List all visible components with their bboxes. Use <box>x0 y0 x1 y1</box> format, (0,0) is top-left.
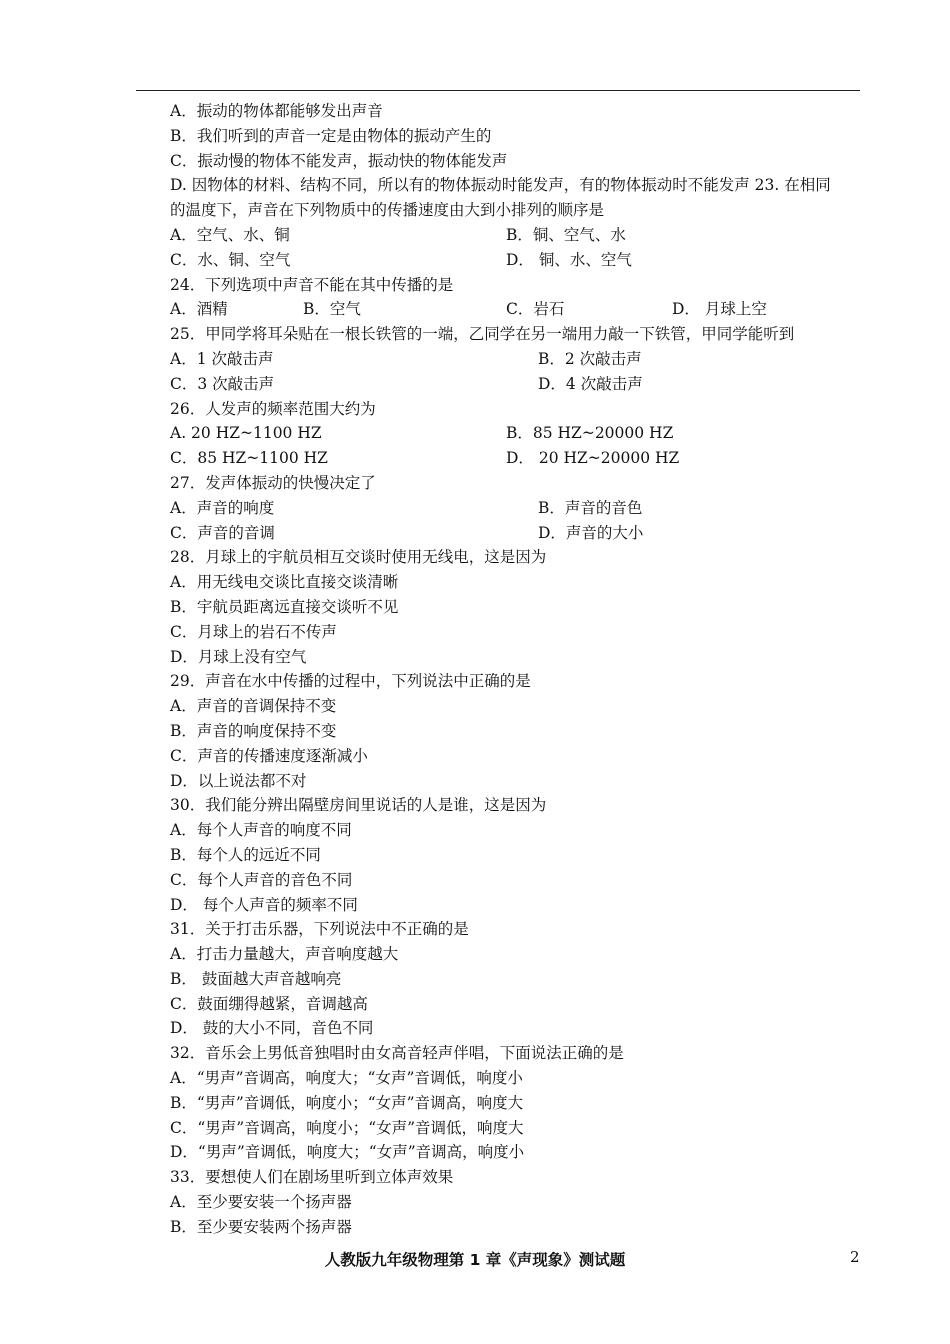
q22-option-c: C．振动慢的物体不能发声，振动快的物体能发声 <box>170 151 508 170</box>
q32-option-c: C．“男声”音调高，响度小；“女声”音调低，响度大 <box>170 1118 524 1137</box>
q32-option-b: B．“男声”音调低，响度小；“女声”音调高，响度大 <box>170 1093 524 1112</box>
q31-option-d: D． 鼓的大小不同，音色不同 <box>170 1019 374 1038</box>
q24-options <box>170 297 860 322</box>
q27-option-d: D．声音的大小 <box>538 523 644 542</box>
q31-option-a: A．打击力量越大，声音响度越大 <box>170 945 399 964</box>
q25-option-c: C．3 次敲击声 <box>170 374 275 393</box>
q25-row-2 <box>170 372 860 397</box>
q27-stem: 27．发声体振动的快慢决定了 <box>170 473 376 492</box>
q33-option-b: B．至少要安装两个扬声器 <box>170 1217 352 1236</box>
q29-option-a: A．声音的音调保持不变 <box>170 697 337 716</box>
q23-option-c: C．水、铜、空气 <box>170 250 291 269</box>
q29-option-d: D．以上说法都不对 <box>170 771 307 790</box>
q32-stem: 32．音乐会上男低音独唱时由女高音轻声伴唱，下面说法正确的是 <box>170 1044 624 1063</box>
q27-option-b: B．声音的音色 <box>538 498 643 517</box>
q25-row-1 <box>170 347 860 372</box>
q24-option-d: D． 月球上空 <box>672 300 767 319</box>
q29-stem: 29．声音在水中传播的过程中，下列说法中正确的是 <box>170 672 531 691</box>
q23-option-a: A．空气、水、铜 <box>170 225 290 244</box>
q33-stem: 33．要想使人们在剧场里听到立体声效果 <box>170 1168 454 1187</box>
q31-stem: 31．关于打击乐器，下列说法中不正确的是 <box>170 920 469 939</box>
q23-stem: 的温度下，声音在下列物质中的传播速度由大到小排列的顺序是 <box>170 201 605 220</box>
q31-option-b: B． 鼓面越大声音越响亮 <box>170 969 342 988</box>
q27-row-1 <box>170 496 860 521</box>
q25-option-b: B．2 次敲击声 <box>538 349 642 368</box>
q26-row-2 <box>170 446 860 471</box>
q24-stem: 24．下列选项中声音不能在其中传播的是 <box>170 275 454 294</box>
q27-row-2 <box>170 521 860 546</box>
q31-option-c: C．鼓面绷得越紧，音调越高 <box>170 994 368 1013</box>
q30-option-b: B．每个人的远近不同 <box>170 845 321 864</box>
q24-option-c: C．岩石 <box>506 300 565 319</box>
page-number: 2 <box>850 1248 860 1266</box>
q27-option-a: A．声音的响度 <box>170 498 275 517</box>
q28-option-b: B．宇航员距离远直接交谈听不见 <box>170 597 399 616</box>
q30-option-c: C．每个人声音的音色不同 <box>170 870 353 889</box>
footer-title: 人教版九年级物理第 1 章《声现象》测试题 <box>324 1251 626 1269</box>
q26-option-d: D． 20 HZ~20000 HZ <box>506 449 680 468</box>
q23-option-d: D． 铜、水、空气 <box>506 250 632 269</box>
q28-option-d: D．月球上没有空气 <box>170 647 307 666</box>
q29-option-c: C．声音的传播速度逐渐减小 <box>170 746 368 765</box>
question-body <box>170 99 860 1240</box>
q30-option-d: D． 每个人声音的频率不同 <box>170 895 358 914</box>
q26-row-1 <box>170 421 860 446</box>
q28-stem: 28．月球上的宇航员相互交谈时使用无线电，这是因为 <box>170 548 547 567</box>
q33-option-a: A．至少要安装一个扬声器 <box>170 1193 352 1212</box>
q23-option-b: B．铜、空气、水 <box>506 225 626 244</box>
q32-option-d: D．“男声”音调低，响度大；“女声”音调高，响度小 <box>170 1143 525 1162</box>
q25-option-d: D．4 次敲击声 <box>538 374 643 393</box>
q22-option-d: D. 因物体的材料、结构不同，所以有的物体振动时能发声，有的物体振动时不能发声 23. 在相同 <box>170 176 831 195</box>
q26-option-a: A. 20 HZ~1100 HZ <box>170 424 322 443</box>
q22-option-a: A．振动的物体都能够发出声音 <box>170 102 383 120</box>
q32-option-a: A．“男声”音调高，响度大；“女声”音调低，响度小 <box>170 1069 523 1088</box>
q25-stem: 25．甲同学将耳朵贴在一根长铁管的一端，乙同学在另一端用力敲一下铁管，甲同学能听到 <box>170 325 795 344</box>
q24-option-a: A．酒精 <box>170 300 228 319</box>
q24-option-b: B．空气 <box>303 300 361 319</box>
q26-option-b: B．85 HZ~20000 HZ <box>506 424 674 443</box>
q30-stem: 30．我们能分辨出隔壁房间里说话的人是谁，这是因为 <box>170 796 547 815</box>
q30-option-a: A．每个人声音的响度不同 <box>170 821 352 840</box>
q23-row-1 <box>170 223 860 248</box>
q28-option-c: C．月球上的岩石不传声 <box>170 622 337 641</box>
header-rule <box>136 90 860 91</box>
q26-stem: 26．人发声的频率范围大约为 <box>170 399 376 418</box>
q26-option-c: C．85 HZ~1100 HZ <box>170 449 328 468</box>
q25-option-a: A．1 次敲击声 <box>170 349 274 368</box>
q22-option-b: B．我们听到的声音一定是由物体的振动产生的 <box>170 126 492 145</box>
q28-option-a: A．用无线电交谈比直接交谈清晰 <box>170 573 399 592</box>
q27-option-c: C．声音的音调 <box>170 523 275 542</box>
q23-row-2 <box>170 248 860 273</box>
q29-option-b: B．声音的响度保持不变 <box>170 721 337 740</box>
